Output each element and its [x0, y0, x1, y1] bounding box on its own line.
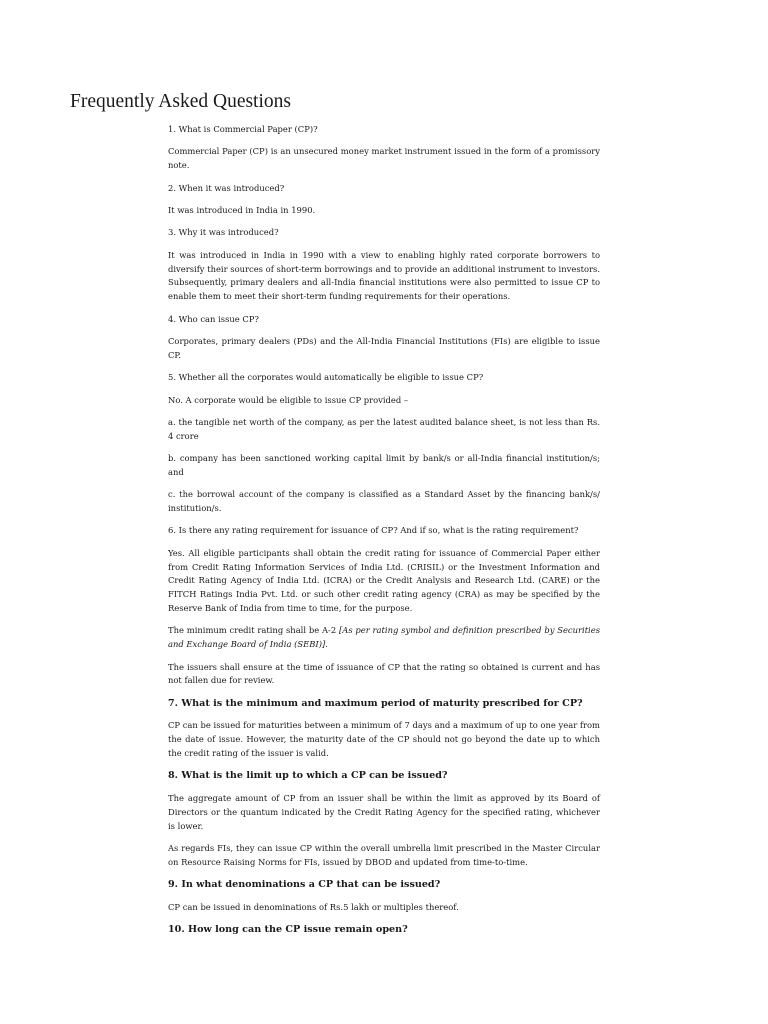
answer-6-review: The issuers shall ensure at the time of issuance of CP that the rating so obtained is current and has not fallen due for review. — [168, 661, 600, 686]
answer-2: It was introduced in India in 1990. — [168, 204, 316, 215]
answer-8: The aggregate amount of CP from an issuer shall be within the limit as approved by its Board of Directors or the quantum indicated by the Credit Rating Agency for the specified rating, whichever is lower. — [168, 792, 600, 831]
answer-6-minimum-rating-text: The minimum credit rating shall be A-2 — [168, 625, 339, 636]
question-8: 8. What is the limit up to which a CP can be issued? — [168, 770, 448, 782]
page-title: Frequently Asked Questions — [70, 91, 291, 112]
question-4: 4. Who can issue CP? — [168, 313, 259, 324]
question-9: 9. In what denominations a CP that can be issued? — [168, 879, 441, 891]
answer-3: It was introduced in India in 1990 with a view to enabling highly rated corporate borrowers to diversify their sources of short-term borrowings and to provide an additional instrument to investors. Subsequently, primary dealers and all-India financial institutions were also permitted to issue CP to enable them to meet their short-term funding requirements for their operations. — [168, 249, 600, 302]
answer-9: CP can be issued in denominations of Rs.5 lakh or multiples thereof. — [168, 901, 459, 912]
answer-1: Commercial Paper (CP) is an unsecured money market instrument issued in the form of a promissory note. — [168, 146, 600, 171]
question-5: 5. Whether all the corporates would automatically be eligible to issue CP? — [168, 372, 484, 383]
answer-5-item-a: a. the tangible net worth of the company, as per the latest audited balance sheet, is not less than Rs. 4 crore — [168, 416, 600, 441]
question-6: 6. Is there any rating requirement for issuance of CP? And if so, what is the rating requirement? — [168, 525, 579, 536]
answer-6: Yes. All eligible participants shall obtain the credit rating for issuance of Commercial Paper either from Credit Rating Information Services of India Ltd. (CRISIL) or the Investment Information and Credit Rating Agency of India Ltd. (ICRA) or the Credit Analysis and Research Ltd. (CARE) or the FITCH Ratings India Pvt. Ltd. or such other credit rating agency (CRA) as may be specified by the Reserve Bank of India from time to time, for the purpose. — [168, 547, 600, 614]
answer-4: Corporates, primary dealers (PDs) and the All-India Financial Institutions (FIs) are eligible to issue CP. — [168, 335, 600, 360]
answer-5-item-b: b. company has been sanctioned working capital limit by bank/s or all-India financial institution/s; and — [168, 453, 600, 477]
question-1: 1. What is Commercial Paper (CP)? — [168, 124, 318, 134]
question-2: 2. When it was introduced? — [168, 182, 285, 193]
faq-body — [168, 123, 600, 946]
question-10: 10. How long can the CP issue remain open? — [168, 924, 408, 936]
answer-6-minimum-rating — [168, 624, 600, 652]
answer-7: CP can be issued for maturities between a minimum of 7 days and a maximum of up to one year from the date of issue. However, the maturity date of the CP should not go beyond the date up to which the credit rating of the issuer is valid. — [168, 720, 600, 758]
question-3: 3. Why it was introduced? — [168, 227, 279, 238]
answer-5-item-c: c. the borrowal account of the company is classified as a Standard Asset by the financing bank/s/ institution/s. — [168, 489, 600, 514]
answer-6-minimum-rating-note: [As per rating symbol and definition prescribed by Securities and Exchange Board of India (SEBI)]. — [168, 625, 600, 650]
question-7: 7. What is the minimum and maximum period of maturity prescribed for CP? — [168, 697, 583, 709]
answer-5: No. A corporate would be eligible to issue CP provided – — [168, 394, 409, 405]
answer-8-fis: As regards FIs, they can issue CP within the overall umbrella limit prescribed in the Master Circular on Resource Raising Norms for FIs, issued by DBOD and updated from time-to-time. — [168, 842, 600, 867]
